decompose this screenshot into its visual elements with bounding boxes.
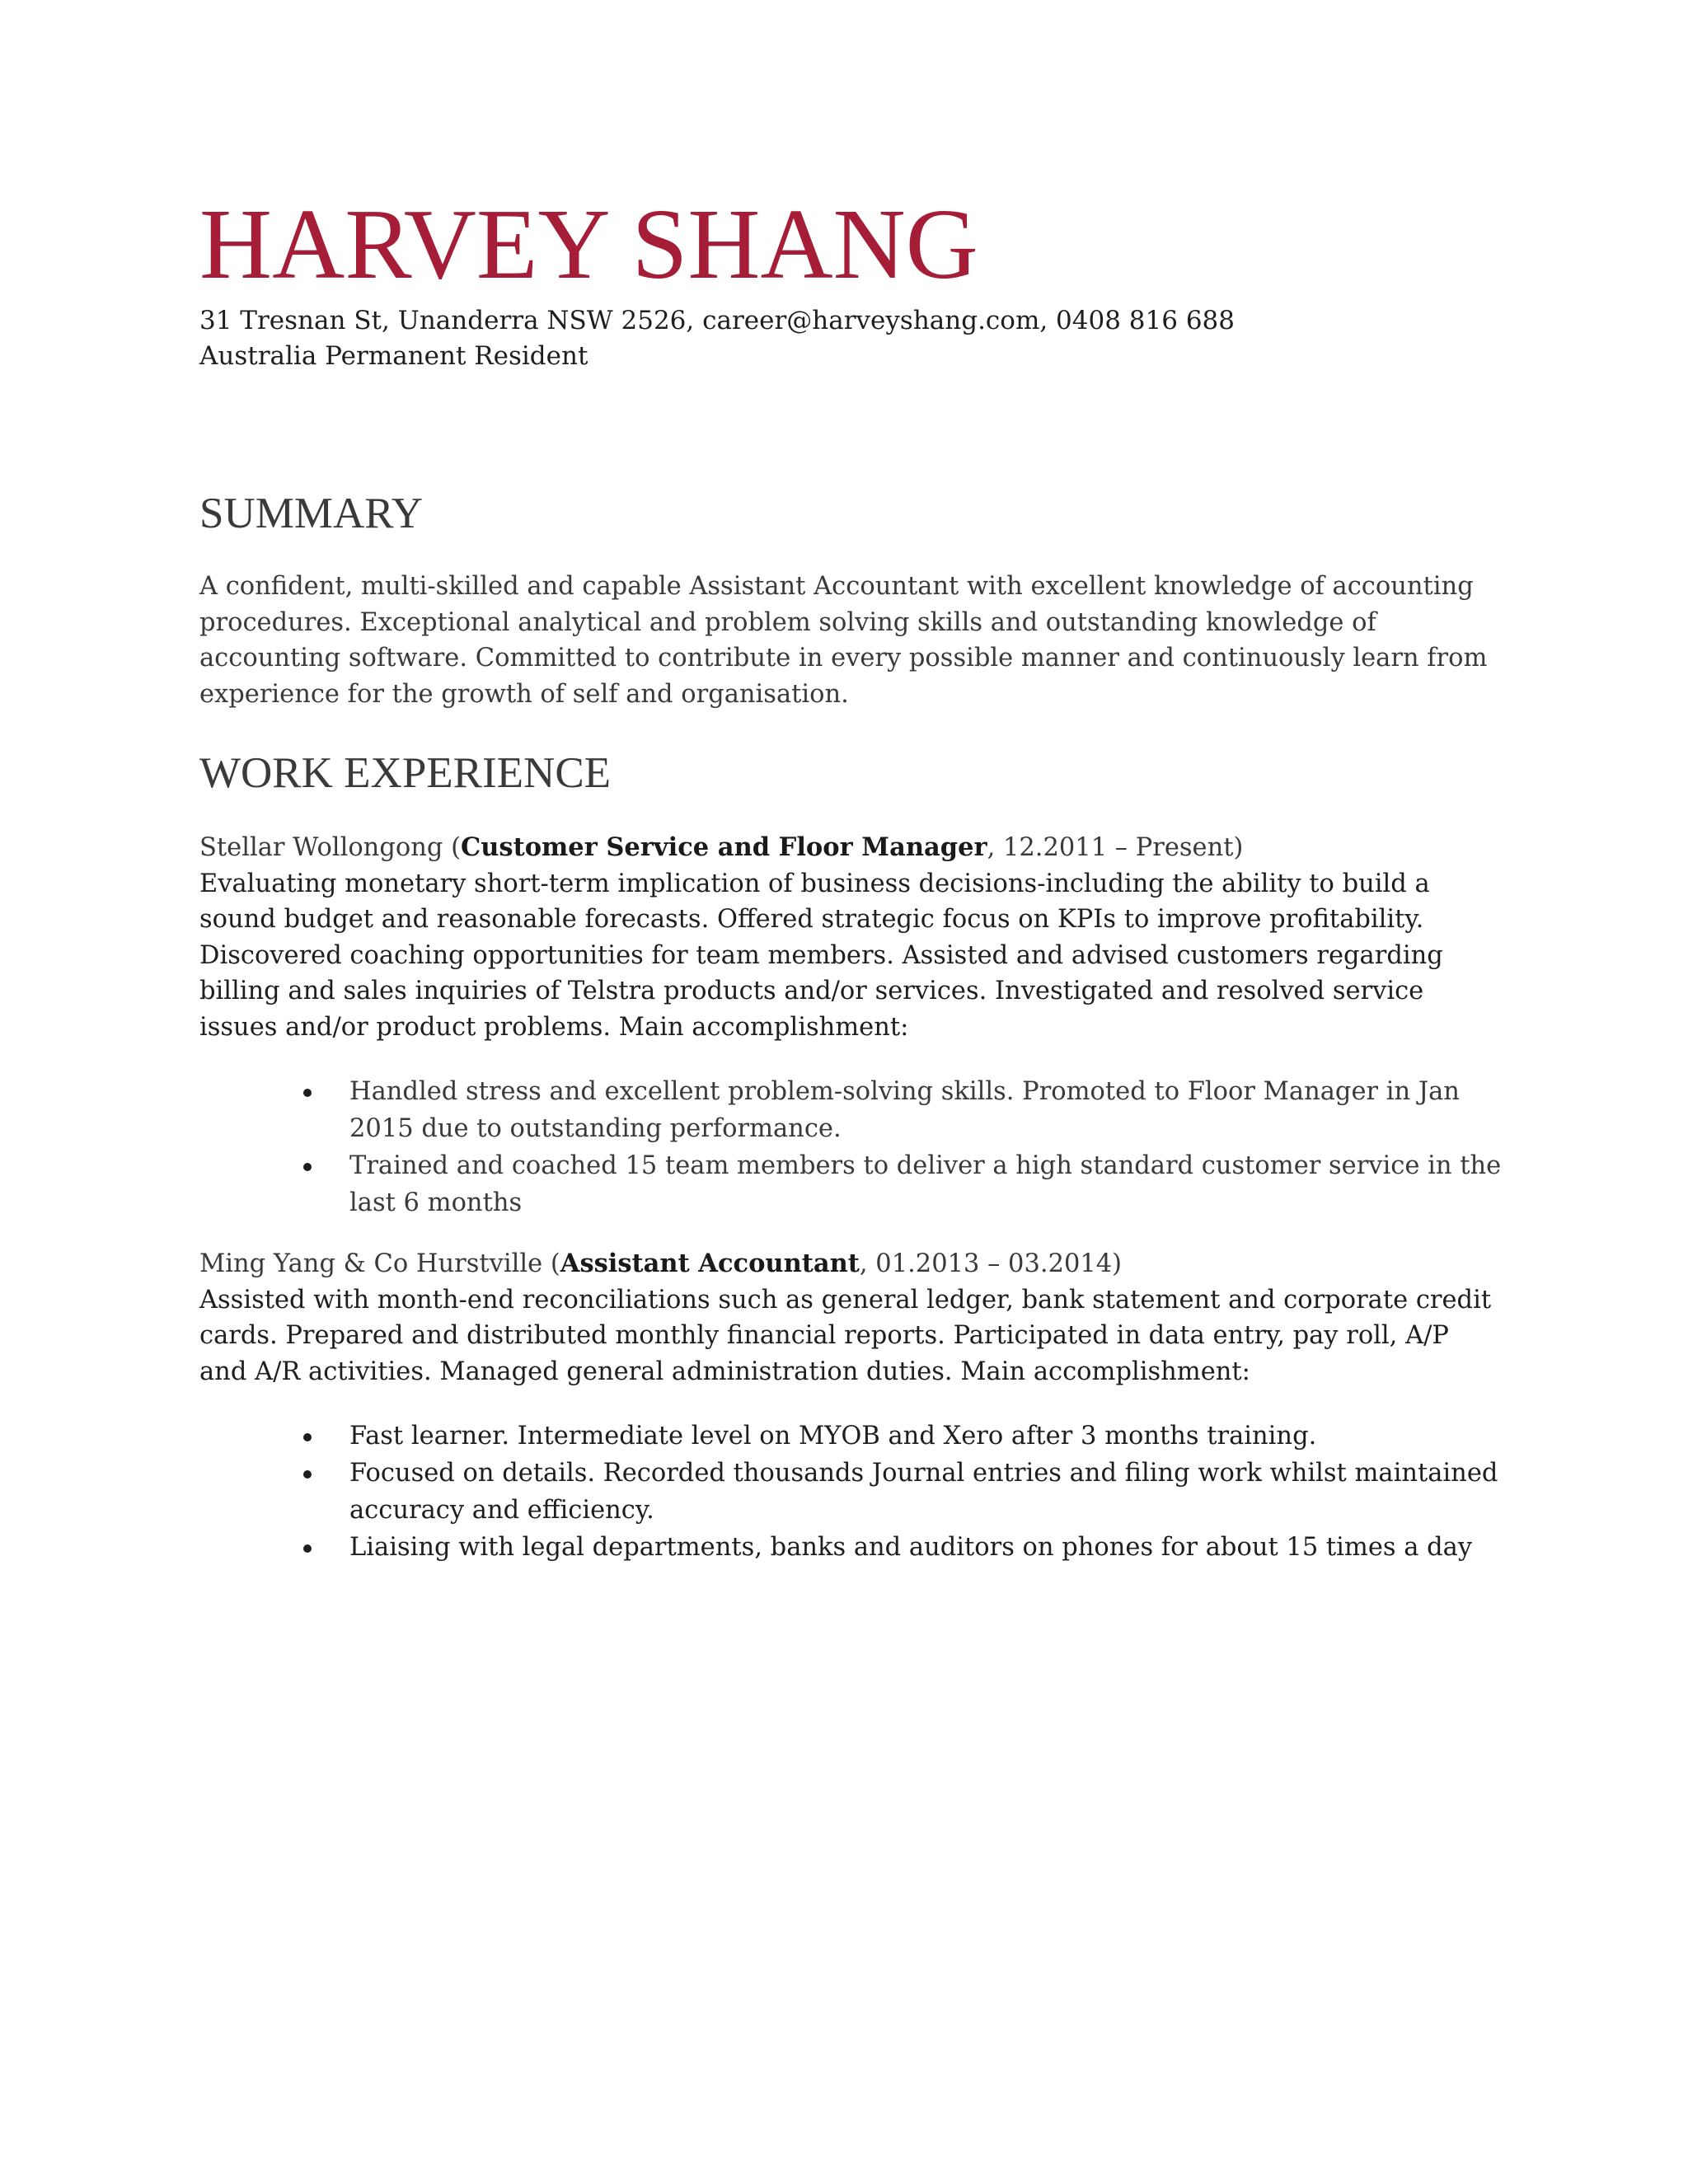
job-description: Evaluating monetary short-term implication of business decisions-including the ability to build a sound budget and reasonable forecasts. Offered strategic focus on KPIs to improve profitability. Discovered coaching opportunities for team members. Assisted and advised customers regarding billing and sales inquiries of Telstra products and/or services. Investigated and resolved service issues and/or product problems. Main accomplishment: [199,869,1443,1042]
job-description: Assisted with month-end reconciliations such as general ledger, bank statement and corporate credit cards. Prepared and distributed monthly financial reports. Participated in data entry, pay roll, A/P and A/R activities. Managed general administration duties. Main accomplishment: [199,1285,1492,1386]
job-title-line [199,1246,1502,1282]
accomplishment-item [199,1455,1502,1529]
summary-heading: SUMMARY [199,490,423,537]
job-accomplishments [199,1418,1502,1566]
candidate-name: HARVEY SHANG [199,189,978,300]
accomplishment-text: Focused on details. Recorded thousands Journal entries and filing work whilst maintained accuracy and efficiency. [349,1459,1498,1525]
accomplishment-text: Liaising with legal departments, banks and auditors on phones for about 15 times a day [349,1533,1473,1562]
job-entry-stellar [199,830,1502,1221]
job-company: Stellar Wollongong ( [199,833,461,862]
job-role: Assistant Accountant [560,1249,860,1278]
accomplishment-text: Handled stress and excellent problem-solving skills. Promoted to Floor Manager in Jan 2015 due to outstanding performance. [349,1077,1460,1143]
work-experience-heading: WORK EXPERIENCE [199,749,612,797]
contact-details: 31 Tresnan St, Unanderra NSW 2526, career@harveyshang.com, 0408 816 688 [199,306,1235,335]
accomplishment-text: Trained and coached 15 team members to deliver a high standard customer service in the last 6 months [349,1151,1502,1217]
accomplishment-item [199,1418,1502,1455]
bullet-icon [303,1544,312,1553]
bullet-icon [303,1433,312,1441]
summary-text: A confident, multi-skilled and capable Assistant Accountant with excellent knowledge of accounting procedures. Exceptional analytical and problem solving skills and outstanding knowledge of accounting software. Committed to contribute in every possible manner and continuously learn from experience for the growth of self and organisation. [199,572,1488,709]
bullet-icon [303,1163,312,1171]
resume-content [199,189,1502,1566]
job-role: Customer Service and Floor Manager [460,832,987,862]
bullet-icon [303,1089,312,1097]
accomplishment-item [199,1147,1502,1221]
job-dates: , 01.2013 – 03.2014) [859,1249,1123,1278]
job-title-line [199,830,1502,866]
accomplishment-text: Fast learner. Intermediate level on MYOB and Xero after 3 months training. [349,1422,1317,1451]
residency-status: Australia Permanent Resident [199,341,588,371]
bullet-icon [303,1470,312,1479]
accomplishment-item [199,1073,1502,1147]
accomplishment-item [199,1529,1502,1566]
job-company: Ming Yang & Co Hurstville ( [199,1249,560,1278]
job-dates: , 12.2011 – Present) [987,833,1244,862]
contact-block [199,303,1502,374]
job-accomplishments [199,1073,1502,1221]
job-entry-ming-yang [199,1246,1502,1566]
